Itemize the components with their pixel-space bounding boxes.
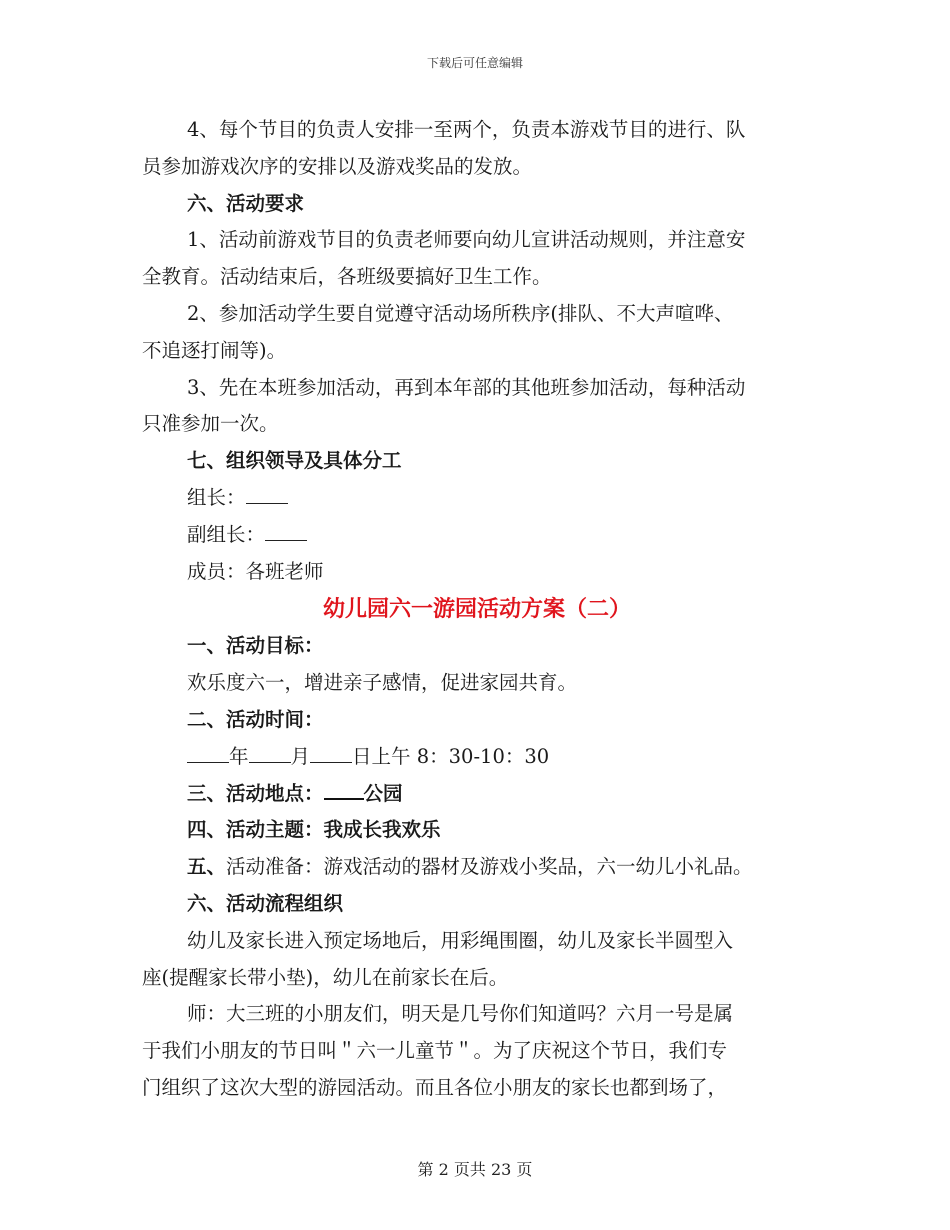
document-body [142,112,812,1107]
paragraph-req-3-cont: 只准参加一次。 [142,412,279,436]
paragraph-process-2: 师：大三班的小朋友们，明天是几号你们知道吗？六月一号是属 [187,1002,734,1026]
paragraph-req-2-cont: 不追逐打闹等)。 [142,338,287,362]
vice-leader-line [142,517,812,554]
year-blank [187,744,229,763]
leader-line [142,480,812,517]
paragraph-process-2-cont: 于我们小朋友的节日叫＂六一儿童节＂。为了庆祝这个节日，我们专 [142,1039,728,1063]
preparation-line [142,849,812,886]
paragraph-item-4: 4、每个节目的负责人安排一至两个，负责本游戏节目的进行、队 [187,118,746,141]
vice-leader-blank [265,522,307,541]
preparation-text: 活动准备：游戏活动的器材及游戏小奖品，六一幼儿小礼品。 [226,855,753,879]
place-value: 公园 [363,781,403,805]
paragraph-process-1-cont: 座(提醒家长带小垫)，幼儿在前家长在后。 [142,965,509,989]
members-line: 成员：各班老师 [187,559,324,583]
paragraph-req-1: 1、活动前游戏节目的负责老师要向幼儿宣讲活动规则，并注意安 [187,228,746,252]
time-month: 月 [290,744,311,768]
paragraph-process-2-cont2: 门组织了这次大型的游园活动。而且各位小朋友的家长也都到场了， [142,1075,728,1099]
time-year: 年 [229,744,249,768]
day-blank [310,744,352,763]
paragraph-req-3: 3、先在本班参加活动，再到本年部的其他班参加活动，每种活动 [187,375,746,399]
page-footer: 第 2 页共 23 页 [417,1160,533,1179]
heading-preparation-label: 五、 [187,855,227,879]
heading-goal: 一、活动目标： [187,634,324,658]
heading-activity-requirements: 六、活动要求 [187,191,305,215]
heading-time: 二、活动时间： [187,707,324,731]
heading-place: 三、活动地点： [187,781,324,805]
vice-leader-label: 副组长： [187,522,266,546]
paragraph-item-4-cont: 员参加游戏次序的安排以及游戏奖品的发放。 [142,154,533,178]
paragraph-req-1-cont: 全教育。活动结束后，各班级要搞好卫生工作。 [142,265,552,289]
paragraph-process-1: 幼儿及家长进入预定场地后，用彩绳围圈，幼儿及家长半圆型入 [187,928,734,952]
month-blank [249,744,291,763]
heading-process: 六、活动流程组织 [187,891,344,915]
heading-organization: 七、组织领导及具体分工 [187,449,402,473]
leader-label: 组长： [187,485,246,509]
time-rest: 日上午 8：30-10：30 [352,744,550,768]
section-title: 幼儿园六一游园活动方案（二） [322,596,631,623]
paragraph-goal: 欢乐度六一，增进亲子感情，促进家园共育。 [187,671,578,695]
place-blank [324,780,364,800]
heading-theme: 四、活动主题：我成长我欢乐 [187,818,441,842]
page-header: 下载后可任意编辑 [426,56,523,70]
place-line [142,776,812,813]
time-line [142,739,812,776]
leader-blank [246,485,288,504]
paragraph-req-2: 2、参加活动学生要自觉遵守活动场所秩序(排队、不大声喧哗、 [187,301,734,325]
